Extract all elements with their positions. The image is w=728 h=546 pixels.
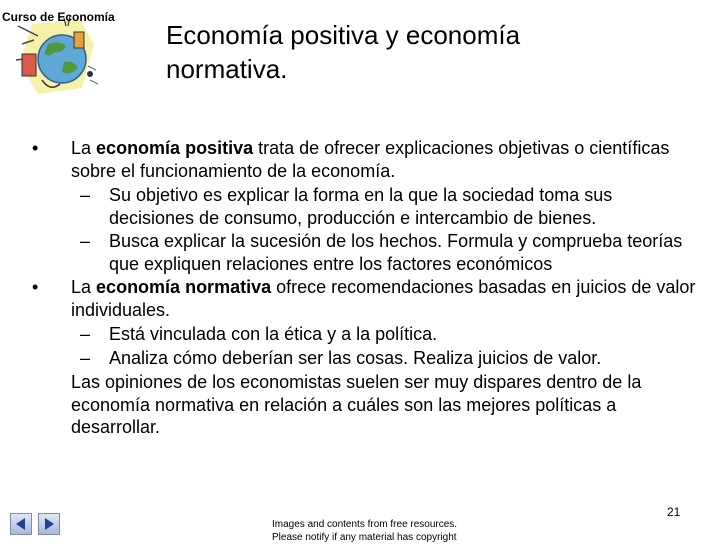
dash-marker: – [80, 347, 91, 368]
sub-bullet-text: Analiza cómo deberían ser las cosas. Realiza juicios de valor. [109, 347, 602, 368]
sub-bullet [30, 347, 700, 370]
bullet-text: trata de ofrecer explicaciones objetivas o científicas sobre el funcionamiento de la economía. [71, 138, 670, 181]
next-slide-button[interactable] [38, 513, 60, 535]
title-line-1: Economía positiva y economía [166, 20, 521, 50]
previous-slide-button[interactable] [10, 513, 32, 535]
economy-globe-clipart-icon [4, 14, 122, 100]
bullet-text: ofrece recomendaciones basadas en juicios de valor individuales. [71, 277, 696, 320]
dash-marker: – [80, 231, 91, 251]
triangle-right-icon [39, 514, 59, 534]
slide-body [30, 137, 700, 439]
bold-term: economía positiva [96, 138, 254, 158]
triangle-left-icon [11, 514, 31, 534]
credit-line-1: Images and contents from free resources. [272, 519, 458, 530]
course-label: Curso de Economía [2, 10, 115, 24]
bold-term: economía normativa [96, 277, 272, 297]
sub-bullet [30, 230, 700, 275]
bullet-normative-economy [30, 276, 700, 321]
sub-bullet [30, 184, 700, 229]
bullet-positive-economy [30, 137, 700, 182]
closing-paragraph: Las opiniones de los economistas suelen ser muy dispares dentro de la economía normativa en relación a cuáles son las mejores políticas a desarrollar. [71, 372, 642, 437]
credit-line-2: Please notify if any material has copyright [272, 532, 457, 543]
dash-marker: – [80, 324, 91, 344]
sub-bullet-text: Su objetivo es explicar la forma en la que la sociedad toma sus decisiones de consumo, producción e intercambio de bienes. [109, 185, 613, 228]
sub-bullet-text: Busca explicar la sucesión de los hechos. Formula y comprueba teorías que expliquen relaciones entre los factores económicos [109, 231, 683, 274]
title-line-2: normativa. [166, 54, 288, 84]
bullet-marker: • [32, 138, 39, 158]
bullet-prefix: La [71, 277, 92, 297]
slide-number: 21 [667, 505, 681, 519]
sub-bullet [30, 323, 700, 346]
bullet-marker: • [32, 277, 39, 297]
sub-bullet-text: Está vinculada con la ética y a la política. [109, 324, 438, 344]
dash-marker: – [80, 185, 91, 205]
footer-credit [272, 518, 457, 544]
bullet-prefix: La [71, 138, 92, 158]
slide-title [166, 18, 646, 86]
